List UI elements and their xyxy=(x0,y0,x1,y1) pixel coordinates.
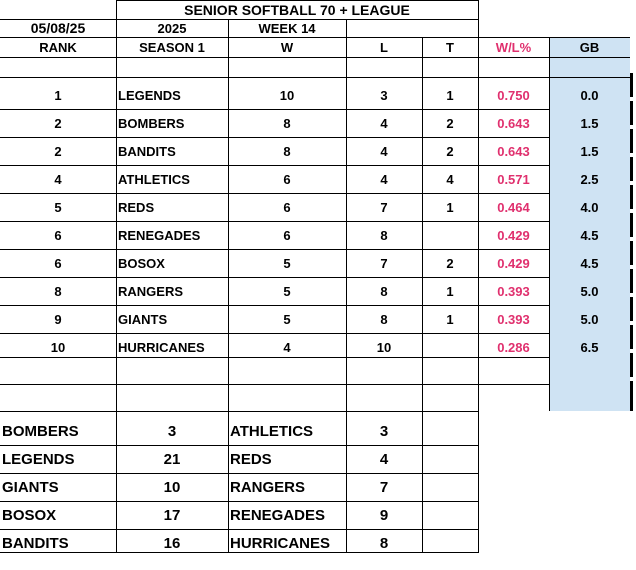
win-pct-cell: 0.643 xyxy=(497,115,530,131)
win-pct-cell: 0.393 xyxy=(497,311,530,327)
col-header-wins: W xyxy=(280,39,294,55)
team-cell: RENEGADES xyxy=(118,227,201,243)
score-b: 8 xyxy=(379,534,389,552)
rank-cell: 1 xyxy=(54,87,62,103)
col-header-win-pct: W/L% xyxy=(495,39,532,55)
ties-cell: 4 xyxy=(446,171,454,187)
rank-cell: 6 xyxy=(54,227,62,243)
rank-cell: 5 xyxy=(54,199,62,215)
ties-cell: 2 xyxy=(446,143,454,159)
wins-cell: 6 xyxy=(283,199,291,215)
gb-cell: 5.0 xyxy=(580,283,599,299)
score-team-b: RANGERS xyxy=(230,478,306,496)
losses-cell: 4 xyxy=(380,171,388,187)
team-cell: LEGENDS xyxy=(118,87,181,103)
score-a: 21 xyxy=(163,450,181,468)
losses-cell: 4 xyxy=(380,143,388,159)
rank-cell: 9 xyxy=(54,311,62,327)
wins-cell: 8 xyxy=(283,115,291,131)
score-a: 17 xyxy=(163,506,181,524)
league-title: SENIOR SOFTBALL 70 + LEAGUE xyxy=(184,1,410,18)
losses-cell: 8 xyxy=(380,227,388,243)
gb-cell: 0.0 xyxy=(580,87,599,103)
ties-cell: 1 xyxy=(446,311,454,327)
score-a: 3 xyxy=(167,422,177,440)
gb-cell: 5.0 xyxy=(580,311,599,327)
losses-cell: 8 xyxy=(380,311,388,327)
season-year: 2025 xyxy=(157,20,187,36)
win-pct-cell: 0.286 xyxy=(497,339,530,355)
losses-cell: 4 xyxy=(380,115,388,131)
col-header-losses: L xyxy=(380,39,388,55)
score-a: 10 xyxy=(163,478,181,496)
team-cell: REDS xyxy=(118,199,155,215)
team-cell: BOSOX xyxy=(118,255,165,271)
ties-cell: 1 xyxy=(446,283,454,299)
gb-cell: 6.5 xyxy=(580,339,599,355)
wins-cell: 5 xyxy=(283,311,291,327)
rank-cell: 10 xyxy=(50,339,66,355)
col-header-gb: GB xyxy=(579,39,600,55)
losses-cell: 3 xyxy=(380,87,388,103)
week-label: WEEK 14 xyxy=(258,20,316,36)
score-b: 3 xyxy=(379,422,389,440)
score-team-a: GIANTS xyxy=(2,478,59,496)
col-header-ties: T xyxy=(446,39,454,55)
wins-cell: 10 xyxy=(279,87,295,103)
rank-cell: 6 xyxy=(54,255,62,271)
win-pct-cell: 0.571 xyxy=(497,171,530,187)
team-cell: BOMBERS xyxy=(118,115,185,131)
win-pct-cell: 0.429 xyxy=(497,255,530,271)
gb-cell: 4.5 xyxy=(580,255,599,271)
gb-cell: 1.5 xyxy=(580,115,599,131)
win-pct-cell: 0.643 xyxy=(497,143,530,159)
win-pct-cell: 0.393 xyxy=(497,283,530,299)
wins-cell: 8 xyxy=(283,143,291,159)
team-cell: GIANTS xyxy=(118,311,168,327)
score-team-a: BOMBERS xyxy=(2,422,79,440)
wins-cell: 6 xyxy=(283,171,291,187)
rank-cell: 2 xyxy=(54,143,62,159)
score-team-b: REDS xyxy=(230,450,272,468)
report-date: 05/08/25 xyxy=(30,20,86,36)
losses-cell: 7 xyxy=(380,255,388,271)
ties-cell: 2 xyxy=(446,255,454,271)
wins-cell: 4 xyxy=(283,339,291,355)
ties-cell: 1 xyxy=(446,87,454,103)
score-b: 7 xyxy=(379,478,389,496)
team-cell: ATHLETICS xyxy=(118,171,190,187)
team-cell: RANGERS xyxy=(118,283,184,299)
ties-cell: 2 xyxy=(446,115,454,131)
col-header-season: SEASON 1 xyxy=(139,39,205,55)
score-team-a: BOSOX xyxy=(2,506,57,524)
wins-cell: 6 xyxy=(283,227,291,243)
gb-cell: 2.5 xyxy=(580,171,599,187)
score-team-b: ATHLETICS xyxy=(230,422,314,440)
score-team-b: HURRICANES xyxy=(230,534,331,552)
score-team-a: LEGENDS xyxy=(2,450,75,468)
col-header-rank: RANK xyxy=(39,39,77,55)
gb-cell: 4.0 xyxy=(580,199,599,215)
score-b: 4 xyxy=(379,450,389,468)
gb-cell: 4.5 xyxy=(580,227,599,243)
wins-cell: 5 xyxy=(283,255,291,271)
win-pct-cell: 0.464 xyxy=(497,199,530,215)
win-pct-cell: 0.750 xyxy=(497,87,530,103)
score-team-a: BANDITS xyxy=(2,534,69,552)
score-a: 16 xyxy=(163,534,181,552)
team-cell: HURRICANES xyxy=(118,339,205,355)
team-cell: BANDITS xyxy=(118,143,176,159)
losses-cell: 7 xyxy=(380,199,388,215)
ties-cell xyxy=(422,221,478,249)
wins-cell: 5 xyxy=(283,283,291,299)
losses-cell: 8 xyxy=(380,283,388,299)
score-b: 9 xyxy=(379,506,389,524)
rank-cell: 2 xyxy=(54,115,62,131)
score-team-b: RENEGADES xyxy=(230,506,326,524)
losses-cell: 10 xyxy=(376,339,392,355)
rank-cell: 4 xyxy=(54,171,62,187)
gb-cell: 1.5 xyxy=(580,143,599,159)
rank-cell: 8 xyxy=(54,283,62,299)
ties-cell: 1 xyxy=(446,199,454,215)
win-pct-cell: 0.429 xyxy=(497,227,530,243)
